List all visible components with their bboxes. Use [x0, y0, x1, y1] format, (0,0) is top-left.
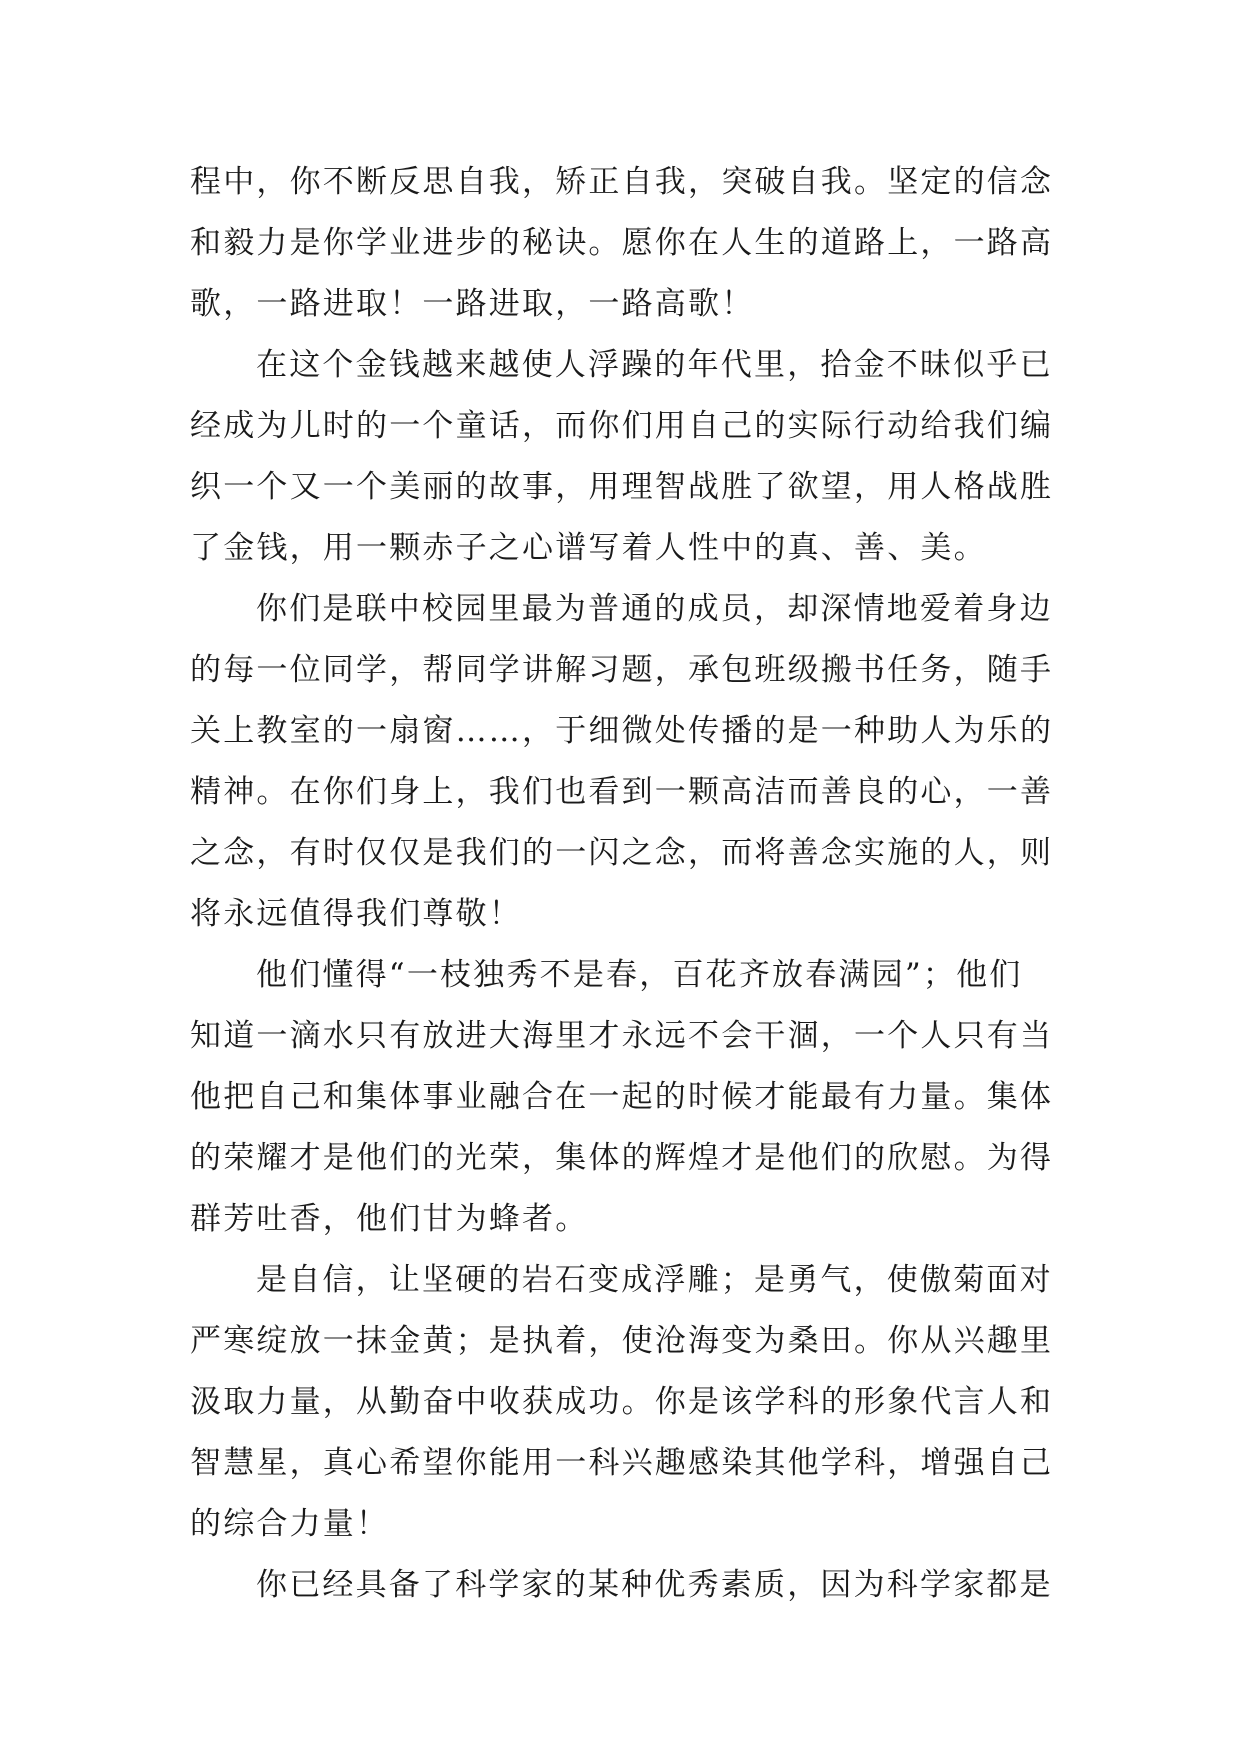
text-line: 他把自己和集体事业融合在一起的时候才能最有力量。集体	[190, 1079, 1054, 1115]
text-line: 了金钱，用一颗赤子之心谱写着人性中的真、善、美。	[190, 530, 987, 566]
text-line: 关上教室的一扇窗……，于细微处传播的是一种助人为乐的	[190, 713, 1054, 749]
text-line: 智慧星，真心希望你能用一科兴趣感染其他学科，增强自己	[190, 1445, 1054, 1481]
text-line: 精神。在你们身上，我们也看到一颗高洁而善良的心，一善	[190, 774, 1054, 810]
text-line: 的综合力量！	[190, 1506, 390, 1542]
text-line: 是自信，让坚硬的岩石变成浮雕；是勇气，使傲菊面对	[256, 1262, 1053, 1298]
text-line: 将永远值得我们尊敬！	[190, 896, 522, 932]
text-line: 你已经具备了科学家的某种优秀素质，因为科学家都是	[256, 1567, 1053, 1603]
document-body	[190, 152, 1060, 1616]
text-line: 汲取力量，从勤奋中收获成功。你是该学科的形象代言人和	[190, 1384, 1054, 1420]
text-line: 程中，你不断反思自我，矫正自我，突破自我。坚定的信念	[190, 164, 1054, 200]
text-line: 在这个金钱越来越使人浮躁的年代里，拾金不昧似乎已	[256, 347, 1053, 383]
text-line: 织一个又一个美丽的故事，用理智战胜了欲望，用人格战胜	[190, 469, 1054, 505]
text-line: 群芳吐香，他们甘为蜂者。	[190, 1201, 589, 1237]
text-line: 你们是联中校园里最为普通的成员，却深情地爱着身边	[256, 591, 1053, 627]
text-line: 经成为儿时的一个童话，而你们用自己的实际行动给我们编	[190, 408, 1054, 444]
text-line: 和毅力是你学业进步的秘诀。愿你在人生的道路上，一路高	[190, 225, 1054, 261]
text-line: 他们懂得“一枝独秀不是春，百花齐放春满园”；他们	[256, 957, 1023, 993]
text-line: 的荣耀才是他们的光荣，集体的辉煌才是他们的欣慰。为得	[190, 1140, 1054, 1176]
text-line: 严寒绽放一抹金黄；是执着，使沧海变为桑田。你从兴趣里	[190, 1323, 1054, 1359]
text-line: 歌，一路进取！一路进取，一路高歌！	[190, 286, 755, 322]
text-line: 之念，有时仅仅是我们的一闪之念，而将善念实施的人，则	[190, 835, 1054, 871]
text-line: 知道一滴水只有放进大海里才永远不会干涸，一个人只有当	[190, 1018, 1054, 1054]
text-line: 的每一位同学，帮同学讲解习题，承包班级搬书任务，随手	[190, 652, 1054, 688]
